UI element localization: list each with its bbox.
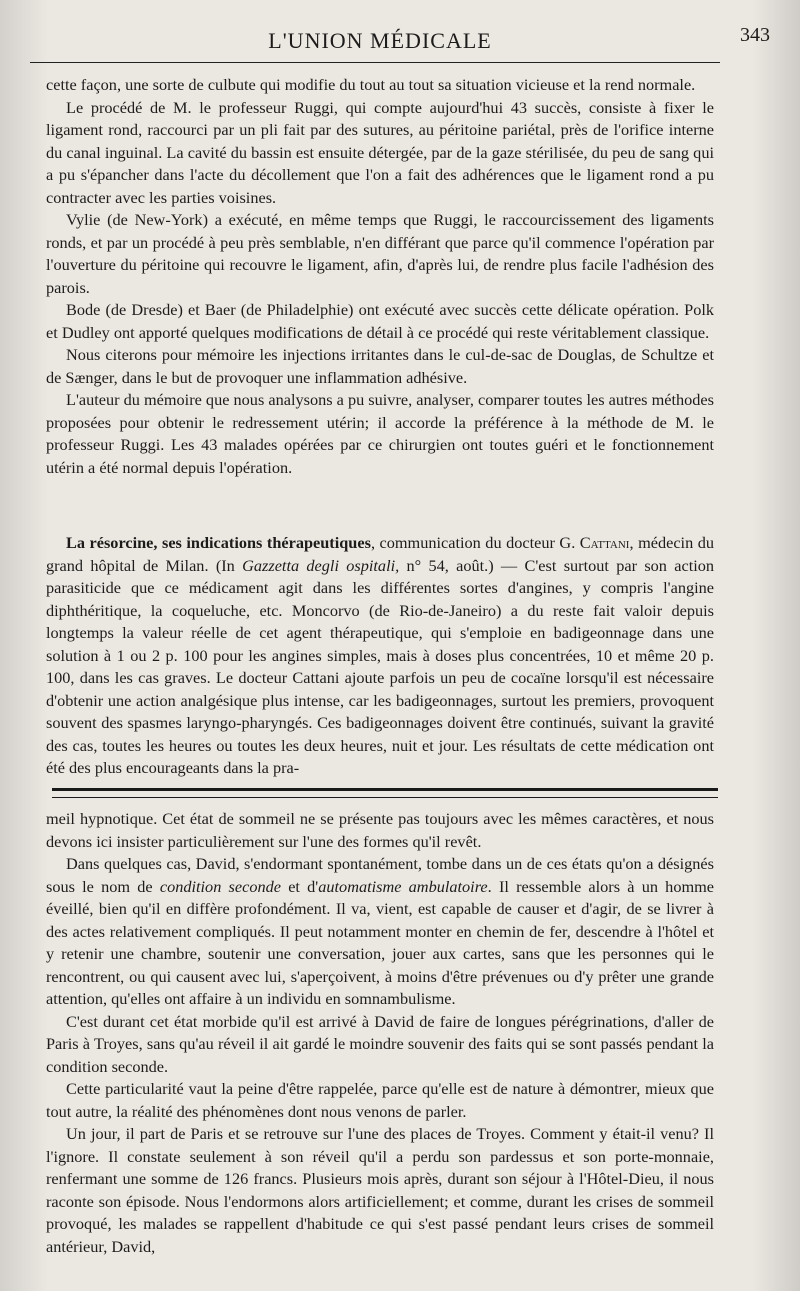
- paragraph: Vylie (de New-York) a exécuté, en même temps que Ruggi, le raccourcissement des ligaments ronds, et par un procédé à peu près semblable, n'en différant que parce qu'il commence l'opération par l'ouverture du péritoine qui recouvre le ligament, afin, d'après lui, de rendre plus facile l'adhésion des parois.: [46, 210, 714, 297]
- paragraph: C'est durant cet état morbide qu'il est arrivé à David de faire de longues pérégrinations, d'aller de Paris à Troyes, sans qu'au réveil il ait gardé le moindre souvenir des faits qui se sont passés pendant la condition seconde.: [46, 1011, 714, 1076]
- text-run: n° 54, août.) — C'est surtout par son action parasiticide que ce médicament agit dans les différentes sortes d'angines, y compris l'angine diphthéritique, la coqueluche, etc. Moncorvo (de Rio-de-Janeiro) a du reste fait valoir depuis longtemps la valeur réelle de cet agent thérapeutique, qui s'emploie en badigeonnage dans une solution à 1 ou 2 p. 100 pour les angines simples, mais à doses plus concentrées, 10 et même 20 p. 100, dans les cas graves. Le docteur Cattani ajoute parfois un peu de cocaïne lorsqu'il est nécessaire d'obtenir une action analgésique plus intense, car les badigeonnages, surtout les premiers, provoquent souvent des spasmes laryngo-pharyngés. Ces badigeonnages doivent être continués, suivant la gravité des cas, toutes les heures ou toutes les deux heures, nuit et jour. Les résultats de cette médication ont été des plus encourageants dans la pra-: [46, 555, 715, 777]
- paragraph: meil hypnotique. Cet état de sommeil ne se présente pas toujours avec les mêmes caractères, et nous devons ici insister particulièrement sur l'une des formes qu'il revêt.: [46, 809, 714, 851]
- paragraph: Cette particularité vaut la peine d'être rappelée, parce qu'elle est de nature à démontrer, mieux que tout autre, la réalité des phénomènes dont nous venons de parler.: [46, 1079, 714, 1121]
- paragraph: cette façon, une sorte de culbute qui modifie du tout au tout sa situation vicieuse et la rend normale.: [46, 75, 696, 94]
- italic-term: automatisme ambulatoire: [318, 876, 488, 896]
- page-number: 343: [740, 24, 770, 46]
- paragraph: Bode (de Dresde) et Baer (de Philadelphie) ont exécuté avec succès cette délicate opération. Polk et Dudley ont apporté quelques modifications de détail à ce procédé qui reste véritablement classique.: [46, 300, 714, 342]
- page-header: [30, 22, 770, 54]
- text-run: , communication du docteur G.: [370, 533, 580, 552]
- paragraph: Nous citerons pour mémoire les injections irritantes dans le cul-de-sac de Douglas, de Schultze et de Sænger, dans le but de provoquer une inflammation adhésive.: [46, 345, 714, 387]
- paragraph: Un jour, il part de Paris et se retrouve sur l'une des places de Troyes. Comment y était-il venu? Il l'ignore. Il constate seulement à son réveil qu'il a perdu son pardessus et son porte-monnaie, renfermant une somme de 126 francs. Plusieurs mois après, durant son séjour à l'Hôtel-Dieu, il nous raconte son épisode. Nous l'endormons alors artificiellement; et comme, durant les crises de sommeil provoqué, les malades se rappellent d'habitude ce qui s'est passé pendant leurs crises de sommeil antérieur, David,: [46, 1124, 714, 1256]
- text-run: , médecin du grand hôpital de Milan. (In: [46, 533, 715, 575]
- feuilleton-separator: [52, 788, 718, 798]
- paragraph: [46, 532, 714, 780]
- article-uterine-retroversion: [46, 74, 714, 479]
- article-resorcine: [46, 532, 714, 780]
- paragraph: [46, 853, 714, 1011]
- text-run: Dans quelques cas, David, s'endormant spontanément, tombe dans un de ces états qu'on a désignés sous le nom de: [46, 854, 714, 896]
- article-heading: La résorcine, ses indications thérapeutiques: [66, 533, 371, 552]
- journal-title: Gazzetta degli ospitali,: [242, 555, 400, 575]
- paragraph: Le procédé de M. le professeur Ruggi, qui compte aujourd'hui 43 succès, consiste à fixer le ligament rond, raccourci par un pli fait par des sutures, au péritoine pariétal, près de l'orifice interne du canal inguinal. La cavité du bassin est ensuite détergée, par de la gaze stérilisée, du peu de sang qui a pu s'épancher dans l'acte du décollement que l'on a fait des adhérences que le ligament rond a pu contracter avec les parties voisines.: [46, 97, 714, 207]
- italic-term: condition seconde: [159, 876, 281, 896]
- feuilleton-somnambulism: [46, 808, 714, 1258]
- header-rule: [30, 62, 720, 63]
- author-name: Cattani: [579, 533, 630, 552]
- running-title: L'UNION MÉDICALE: [268, 28, 492, 53]
- text-run: et d': [281, 876, 319, 896]
- paragraph: L'auteur du mémoire que nous analysons a pu suivre, analyser, comparer toutes les autres méthodes proposées pour obtenir le redressement utérin; il accorde la préférence à la méthode de M. le professeur Ruggi. Les 43 malades opérées par ce chirurgien ont toutes guéri et le fonctionnement utérin a été normal depuis l'opération.: [46, 390, 714, 477]
- text-run: . Il ressemble alors à un homme éveillé, bien qu'il en diffère profondément. Il va, vient, est capable de causer et d'agir, de se livrer à des actes relativement compliqués. Il peut notamment monter en chemin de fer, descendre à l'hôtel et y retenir une chambre, soutenir une conversation, jouer aux cartes, sans que les personnes qui le rencontrent, ou qui causent avec lui, s'aperçoivent, à moins d'être prévenues ou d'y prêter une grande attention, qu'elles ont affaire à un individu en somnambulisme.: [46, 876, 715, 1008]
